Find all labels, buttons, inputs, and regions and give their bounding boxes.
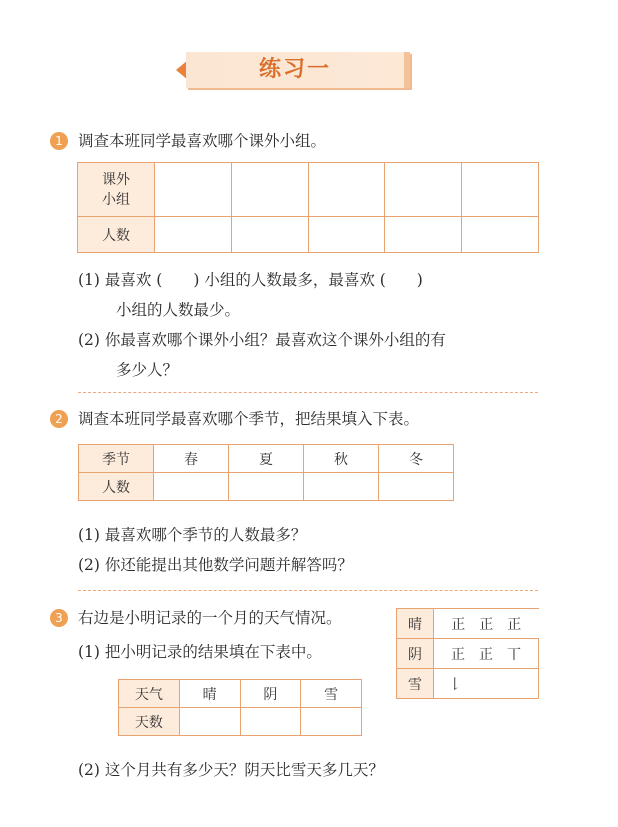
q1-cell[interactable]	[385, 217, 462, 253]
q1-sub2-line1: (2) 你最喜欢哪个课外小组？最喜欢这个课外小组的有	[78, 331, 446, 349]
tally-mark: 正	[507, 616, 522, 633]
tally-mark: 正	[479, 646, 493, 663]
q2-table	[78, 444, 454, 501]
q2-header-autumn: 秋	[304, 445, 379, 473]
record-label-cloudy: 阴	[397, 639, 434, 669]
q3-table	[118, 679, 362, 736]
q1-prompt: 调查本班同学最喜欢哪个课外小组。	[78, 132, 327, 150]
section-divider	[78, 590, 538, 591]
question-number-3: 3	[50, 609, 68, 627]
page-title: 练习一	[258, 57, 331, 82]
q2-cell[interactable]	[379, 473, 454, 501]
q1-sub2-line2: 多少人？	[116, 361, 179, 379]
record-label-sunny: 晴	[397, 609, 434, 639]
q1-sub1-line1: (1) 最喜欢 ( ) 小组的人数最多，最喜欢 ( )	[78, 271, 423, 289]
tally-mark: 正	[479, 616, 494, 633]
q2-header-spring: 春	[154, 445, 229, 473]
q1-row1-label-line1: 课外	[102, 171, 130, 188]
q3-header-cloudy: 阴	[240, 680, 301, 708]
q2-header-summer: 夏	[229, 445, 304, 473]
q1-row1-label-line2: 小组	[102, 191, 130, 208]
q2-cell[interactable]	[154, 473, 229, 501]
q3-sub1: (1) 把小明记录的结果填在下表中。	[78, 643, 322, 661]
q1-sub1-line2: 小组的人数最少。	[116, 301, 241, 319]
question-number-2: 2	[50, 410, 68, 428]
q2-cell[interactable]	[304, 473, 379, 501]
tally-mark: 丅	[507, 646, 521, 663]
q1-row1-label	[78, 163, 155, 217]
q3-cell[interactable]	[240, 708, 301, 736]
tally-mark: 正	[451, 616, 466, 633]
title-banner	[176, 52, 410, 92]
q2-cell[interactable]	[229, 473, 304, 501]
q1-cell[interactable]	[231, 163, 308, 217]
section-divider	[78, 392, 538, 393]
question-number-1: 1	[50, 132, 68, 150]
q1-cell[interactable]	[462, 163, 539, 217]
q3-prompt: 右边是小明记录的一个月的天气情况。	[78, 609, 342, 627]
tally-mark: 正	[451, 646, 465, 663]
q1-cell[interactable]	[155, 217, 232, 253]
q1-row2-label: 人数	[78, 217, 155, 253]
q2-row2-label: 人数	[79, 473, 154, 501]
q1-cell[interactable]	[231, 217, 308, 253]
q3-row2-label: 天数	[119, 708, 180, 736]
q1-cell[interactable]	[308, 163, 385, 217]
q2-sub1: (1) 最喜欢哪个季节的人数最多？	[78, 526, 307, 544]
q3-sub2: (2) 这个月共有多少天？阴天比雪天多几天？	[78, 761, 384, 779]
q3-cell[interactable]	[301, 708, 362, 736]
q3-header-label: 天气	[119, 680, 180, 708]
q3-header-sunny: 晴	[179, 680, 240, 708]
q3-header-snow: 雪	[301, 680, 362, 708]
q2-sub2: (2) 你还能提出其他数学问题并解答吗？	[78, 556, 353, 574]
q2-header-label: 季节	[79, 445, 154, 473]
q2-prompt: 调查本班同学最喜欢哪个季节，把结果填入下表。	[78, 410, 420, 428]
tally-mark: 𠄌	[448, 676, 462, 693]
q1-table	[77, 162, 539, 253]
q1-cell[interactable]	[308, 217, 385, 253]
q2-header-winter: 冬	[379, 445, 454, 473]
q3-cell[interactable]	[179, 708, 240, 736]
q1-cell[interactable]	[385, 163, 462, 217]
q1-cell[interactable]	[462, 217, 539, 253]
q3-record-table	[396, 608, 539, 699]
record-label-snow: 雪	[397, 669, 434, 699]
q1-cell[interactable]	[155, 163, 232, 217]
